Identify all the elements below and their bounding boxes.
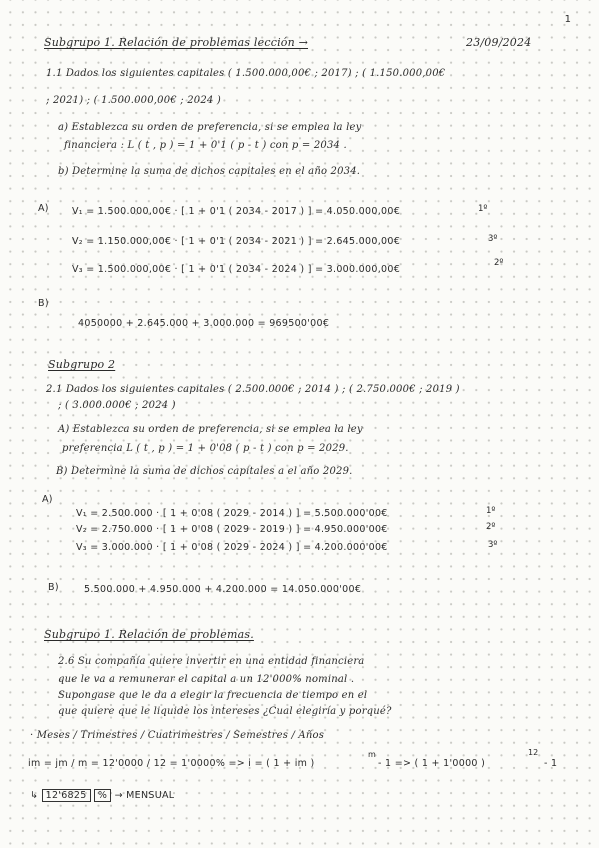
result-row bbox=[30, 790, 174, 801]
section1-sum: 4050000 + 2.645.000 + 3.000.000 = 969500'00€ bbox=[78, 318, 330, 329]
section2-v2-rank: 2º bbox=[486, 522, 496, 532]
section1-v3-rank: 2º bbox=[494, 258, 504, 268]
section3-line3: Supongase que le da a elegir la frecuencia de tiempo en el bbox=[58, 690, 368, 701]
section1-v1: V₁ = 1.500.000,00€ · [ 1 + 0'1 ( 2034 - 2017 ) ] = 4.050.000,00€ bbox=[72, 206, 401, 217]
section3-line2: que le va a remunerar el capital a un 12'000% nominal . bbox=[58, 674, 355, 685]
section1-v2: V₂ = 1.150.000,00€ · [ 1 + 0'1 ( 2034 - 2021 ) ] = 2.645.000,00€ bbox=[72, 236, 401, 247]
section1-v3: V₃ = 1.500.000,00€ · [ 1 + 0'1 ( 2034 - 2024 ) ] = 3.000.000,00€ bbox=[72, 264, 401, 275]
section3-formula-exponent: m bbox=[368, 750, 376, 759]
section1-part-a-line2: financiera : L ( t , p ) = 1 + 0'1 ( p - t ) con p = 2034 . bbox=[64, 140, 347, 151]
section3-formula-left: im = jm / m = 12'0000 / 12 = 1'0000% => i = ( 1 + im ) bbox=[28, 758, 315, 769]
section1-part-a-line1: a) Establezca su orden de preferencia, si se emplea la ley bbox=[58, 122, 362, 133]
section3-line4: que quiere que le liquide los intereses ¿Cual elegiría y porqué? bbox=[58, 706, 392, 717]
section1-answer-b-label: B) bbox=[38, 298, 49, 309]
section2-title: Subgrupo 2 bbox=[48, 358, 116, 371]
section1-title: Subgrupo 1. Relación de problemas lección → bbox=[44, 36, 309, 49]
section2-v2: V₂ = 2.750.000 · [ 1 + 0'08 ( 2029 - 2019 ) ] = 4.950.000'00€ bbox=[76, 524, 388, 535]
result-value: 12'6825 bbox=[42, 789, 91, 802]
section2-answer-b-label: B) bbox=[48, 582, 59, 593]
section2-statement-line2: ; ( 3.000.000€ ; 2024 ) bbox=[58, 400, 176, 411]
section3-formula-exponent2: 12 bbox=[528, 748, 539, 757]
section2-part-a-line1: A) Establezca su orden de preferencia, si se emplea la ley bbox=[58, 424, 363, 435]
section2-part-b: B) Determine la suma de dichos capitales a el año 2029. bbox=[56, 466, 353, 477]
section2-v1: V₁ = 2.500.000 · [ 1 + 0'08 ( 2029 - 2014 ) ] = 5.500.000'00€ bbox=[76, 508, 388, 519]
section3-formula-end: - 1 bbox=[544, 758, 558, 769]
section2-statement-line1: 2.1 Dados los siguientes capitales ( 2.500.000€ ; 2014 ) ; ( 2.750.000€ ; 2019 ) bbox=[46, 384, 460, 395]
section3-options: · Meses / Trimestres / Cuatrimestres / Semestres / Años bbox=[30, 730, 325, 741]
section1-v2-rank: 3º bbox=[488, 234, 498, 244]
result-unit: % bbox=[94, 789, 111, 802]
section2-sum: 5.500.000 + 4.950.000 + 4.200.000 = 14.050.000'00€ bbox=[84, 584, 362, 595]
section2-part-a-line2: preferencia L ( t , p ) = 1 + 0'08 ( p - t ) con p = 2029. bbox=[62, 443, 349, 454]
result-arrow-icon: ↳ bbox=[30, 790, 42, 801]
result-pointer-icon: → bbox=[114, 790, 127, 801]
section1-statement-line2: ; 2021) ; ( 1.500.000,00€ ; 2024 ) bbox=[46, 95, 221, 106]
result-label: MENSUAL bbox=[126, 790, 175, 801]
section2-v1-rank: 1º bbox=[486, 506, 496, 516]
page-number: 1 bbox=[564, 14, 571, 25]
section3-title: Subgrupo 1. Relación de problemas. bbox=[44, 628, 254, 641]
section2-v3: V₃ = 3.000.000 · [ 1 + 0'08 ( 2029 - 2024 ) ] = 4.200.000'00€ bbox=[76, 542, 388, 553]
section1-v1-rank: 1º bbox=[478, 204, 488, 214]
page-date: 23/09/2024 bbox=[466, 36, 532, 49]
section1-answer-a-label: A) bbox=[38, 203, 49, 214]
section2-v3-rank: 3º bbox=[488, 540, 498, 550]
section2-answer-a-label: A) bbox=[42, 494, 53, 505]
section3-formula-mid: - 1 => ( 1 + 1'0000 ) bbox=[378, 758, 486, 769]
section1-statement-line1: 1.1 Dados los siguientes capitales ( 1.500.000,00€ ; 2017) ; ( 1.150.000,00€ bbox=[46, 68, 446, 79]
section1-part-b: b) Determine la suma de dichos capitales en el año 2034. bbox=[58, 166, 361, 177]
section3-line1: 2.6 Su compañía quiere invertir en una entidad financiera bbox=[58, 656, 365, 667]
